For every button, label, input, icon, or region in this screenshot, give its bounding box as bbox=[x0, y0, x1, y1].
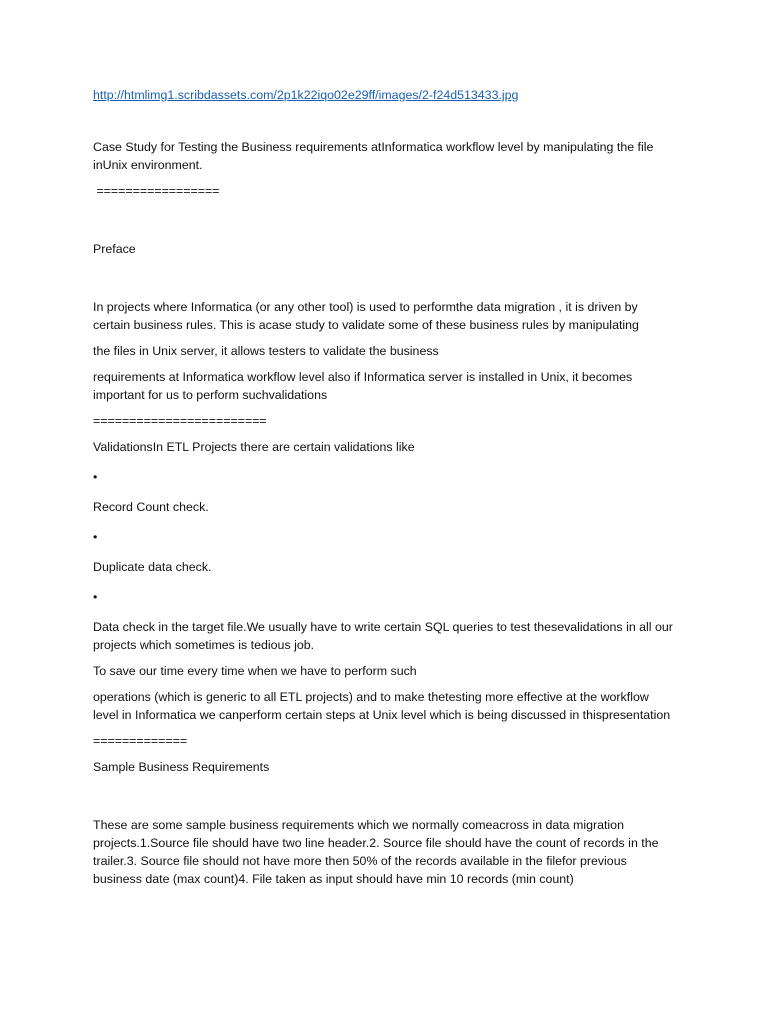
sample-requirements-heading: Sample Business Requirements bbox=[93, 760, 270, 774]
preface-heading: Preface bbox=[93, 242, 136, 256]
paragraph-5: operations (which is generic to all ETL projects) and to make thetesting more effective at the workflow level in Informatica we canperform certain steps at Unix level which is being discussed in thispresentation bbox=[93, 690, 671, 722]
list-item-record-count: Record Count check. bbox=[93, 500, 209, 514]
paragraph-3: requirements at Informatica workflow level also if Informatica server is installed in Unix, it becomes important for us to perform suchvalidations bbox=[93, 370, 633, 402]
bullet-3: • bbox=[93, 590, 98, 604]
document-title: Case Study for Testing the Business requirements atInformatica workflow level by manipulating the file inUnix environment. bbox=[93, 140, 654, 172]
separator-2: ======================== bbox=[93, 414, 267, 428]
paragraph-1: In projects where Informatica (or any other tool) is used to performthe data migration , it is driven by certain business rules. This is acase study to validate some of these business rules by manipulating bbox=[93, 300, 639, 332]
bullet-2: • bbox=[93, 530, 98, 544]
paragraph-6: These are some sample business requirements which we normally comeacross in data migration projects.1.Source file should have two line header.2. Source file should have the count of records in the trailer.3. Source file should not have more then 50% of the records available in the filefor previous business date (max count)4. File taken as input should have min 10 records (min count) bbox=[93, 818, 659, 886]
paragraph-4: To save our time every time when we have to perform such bbox=[93, 664, 417, 678]
separator-3: ============= bbox=[93, 734, 188, 748]
separator-1: ================= bbox=[93, 184, 220, 198]
paragraph-2: the files in Unix server, it allows testers to validate the business bbox=[93, 344, 439, 358]
document-body bbox=[93, 86, 673, 888]
bullet-1: • bbox=[93, 470, 98, 484]
list-item-duplicate-data: Duplicate data check. bbox=[93, 560, 212, 574]
validations-intro: ValidationsIn ETL Projects there are certain validations like bbox=[93, 440, 415, 454]
image-link[interactable]: http://htmlimg1.scribdassets.com/2p1k22iqo02e29ff/images/2-f24d513433.jpg bbox=[93, 88, 519, 102]
list-item-data-check: Data check in the target file.We usually have to write certain SQL queries to test thesevalidations in all our projects which sometimes is tedious job. bbox=[93, 620, 673, 652]
image-link-paragraph bbox=[93, 86, 673, 104]
